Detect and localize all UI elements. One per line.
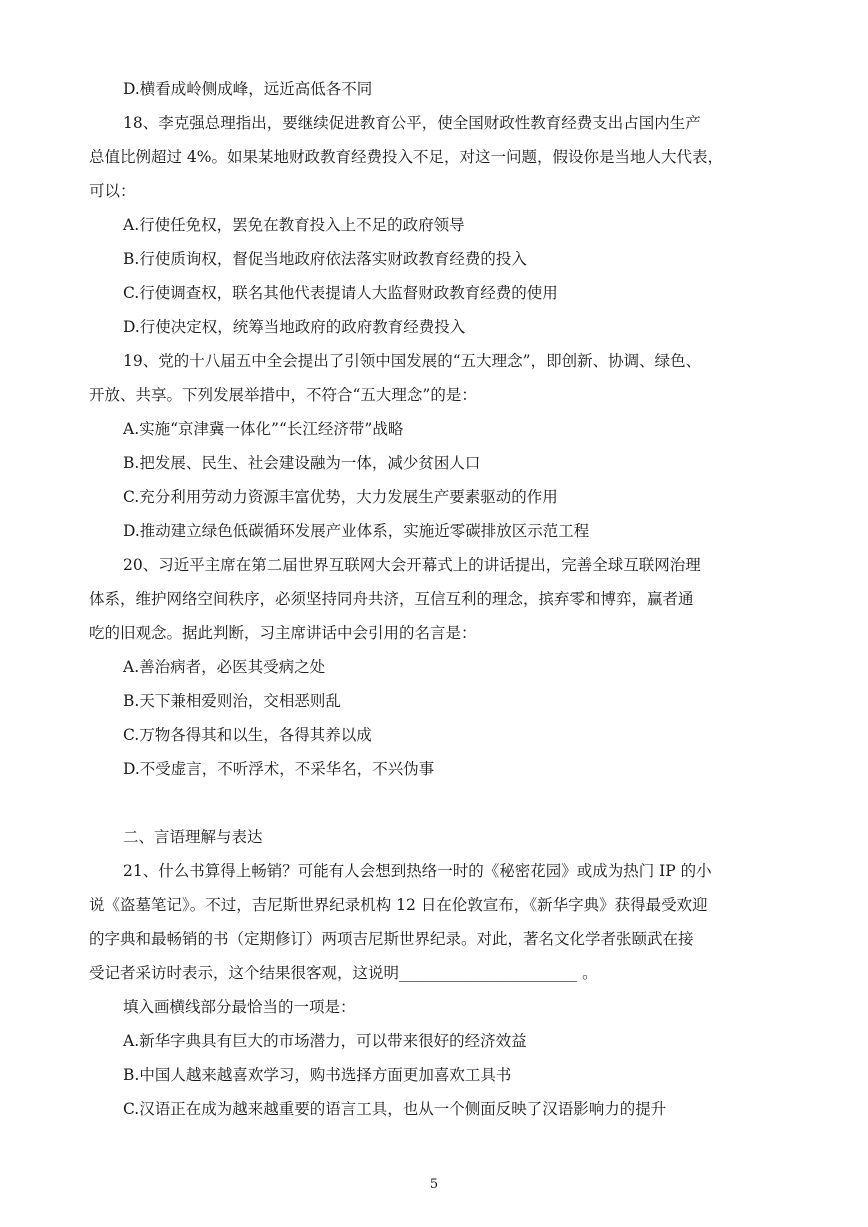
- q21-option-b: B.中国人越来越喜欢学习，购书选择方面更加喜欢工具书: [123, 1066, 512, 1084]
- q21-stem-line-4: 受记者采访时表示，这个结果很客观，这说明_______________________ 。: [89, 964, 598, 982]
- q19-stem-line-2: 开放、共享。下列发展举措中，不符合“五大理念”的是：: [89, 386, 477, 404]
- q21-stem-line-3: 的字典和最畅销的书（定期修订）两项吉尼斯世界纪录。对此，著名文化学者张颐武在接: [89, 930, 694, 948]
- q20-option-d: D.不受虚言，不听浮术，不采华名，不兴伪事: [123, 760, 435, 778]
- q20-stem-line-3: 吃的旧观念。据此判断，习主席讲话中会引用的名言是：: [89, 624, 477, 642]
- q19-stem-line-1: 19、党的十八届五中全会提出了引领中国发展的“五大理念”，即创新、协调、绿色、: [123, 352, 702, 370]
- q20-option-c: C.万物各得其和以生，各得其养以成: [123, 726, 372, 744]
- q18-option-d: D.行使决定权，统筹当地政府的政府教育经费投入: [123, 318, 466, 336]
- q20-stem-line-2: 体系，维护网络空间秩序，必须坚持同舟共济，互信互利的理念，摈弃零和博弈，赢者通: [89, 590, 694, 608]
- q19-option-c: C.充分利用劳动力资源丰富优势，大力发展生产要素驱动的作用: [123, 488, 558, 506]
- q21-option-c: C.汉语正在成为越来越重要的语言工具，也从一个侧面反映了汉语影响力的提升: [123, 1100, 667, 1118]
- q19-option-a: A.实施“京津冀一体化”“长江经济带”战略: [123, 420, 404, 438]
- q21-option-a: A.新华字典具有巨大的市场潜力，可以带来很好的经济效益: [123, 1032, 527, 1050]
- page-number: 5: [429, 1177, 439, 1192]
- q20-option-b: B.天下兼相爱则治，交相恶则乱: [123, 692, 341, 710]
- q18-stem-line-3: 可以：: [89, 182, 136, 200]
- q18-stem-line-1: 18、李克强总理指出，要继续促进教育公平，使全国财政性教育经费支出占国内生产: [123, 114, 701, 132]
- q19-option-d: D.推动建立绿色低碳循环发展产业体系，实施近零碳排放区示范工程: [123, 522, 590, 540]
- q18-option-c: C.行使调查权，联名其他代表提请人大监督财政教育经费的使用: [123, 284, 558, 302]
- q18-option-b: B.行使质询权，督促当地政府依法落实财政教育经费的投入: [123, 250, 527, 268]
- q21-stem-line-1: 21、什么书算得上畅销？可能有人会想到热络一时的《秘密花园》或成为热门 IP 的小: [123, 862, 712, 880]
- q21-instruction: 填入画横线部分最恰当的一项是：: [123, 998, 356, 1016]
- section-heading: 二、言语理解与表达: [123, 828, 263, 846]
- q18-stem-line-2: 总值比例超过 4%。如果某地财政教育经费投入不足，对这一问题，假设你是当地人大代表，: [89, 148, 724, 166]
- q20-stem-line-1: 20、习近平主席在第二届世界互联网大会开幕式上的讲话提出，完善全球互联网治理: [123, 556, 701, 574]
- q18-option-a: A.行使任免权，罢免在教育投入上不足的政府领导: [123, 216, 465, 234]
- q20-option-a: A.善治病者，必医其受病之处: [123, 658, 326, 676]
- q21-stem-line-2: 说《盗墓笔记》。不过，吉尼斯世界纪录机构 12 日在伦敦宣布，《新华字典》获得最受欢迎: [89, 896, 708, 914]
- q17-option-d: D.横看成岭侧成峰，远近高低各不同: [123, 80, 373, 98]
- q19-option-b: B.把发展、民生、社会建设融为一体，减少贫困人口: [123, 454, 481, 472]
